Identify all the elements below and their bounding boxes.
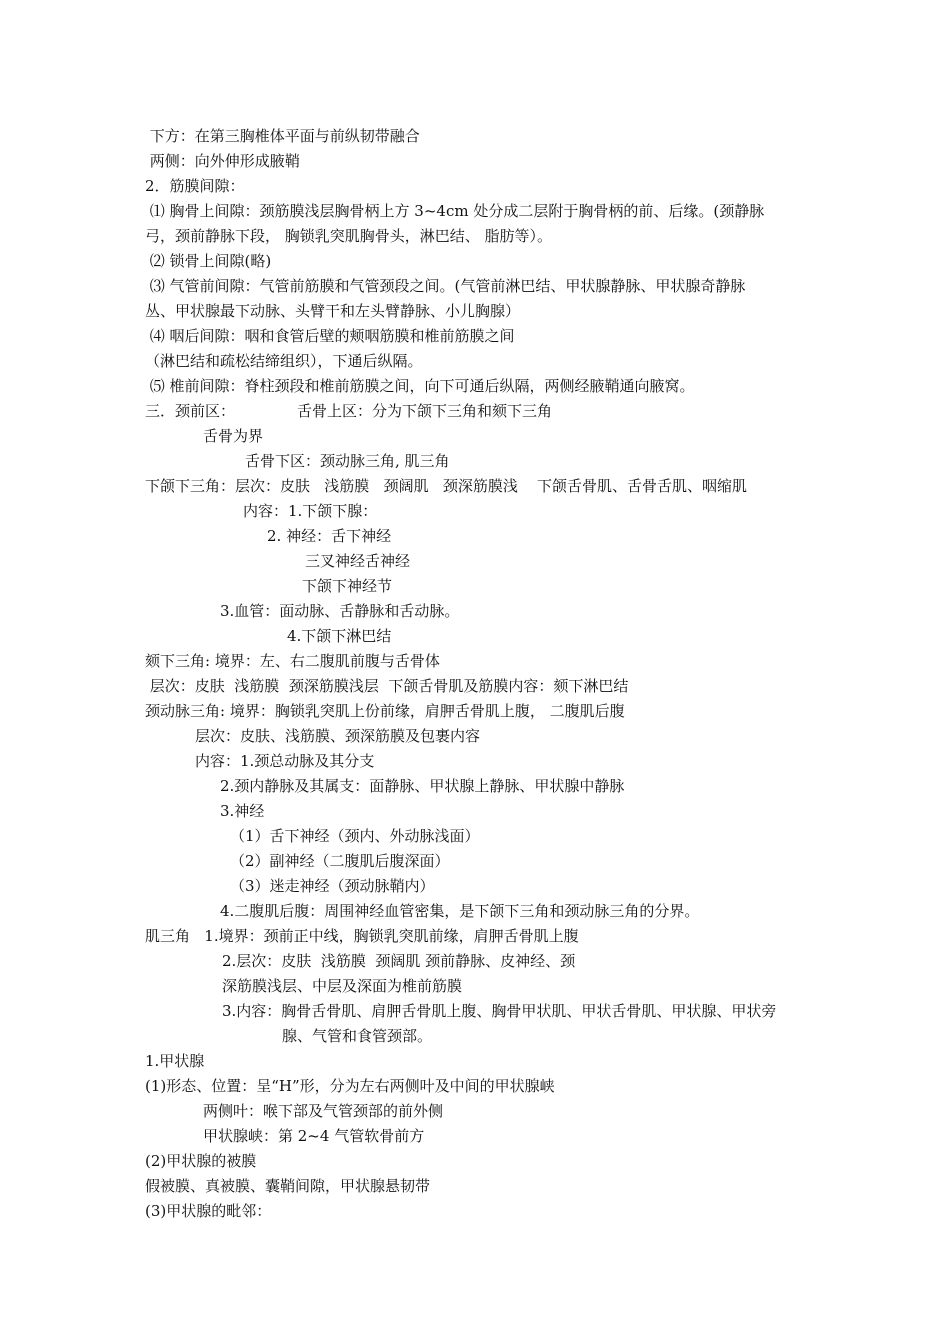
text-line: 内容：1.颈总动脉及其分支 <box>195 752 375 770</box>
text-line: 甲状腺峡：第 2~4 气管软骨前方 <box>203 1127 425 1145</box>
text-line: 层次：皮肤、浅筋膜、颈深筋膜及包裹内容 <box>195 727 481 745</box>
text-line: 舌骨上区：分为下颌下三角和颏下三角 <box>297 402 553 420</box>
text-line: ⑸ 椎前间隙：脊柱颈段和椎前筋膜之间，向下可通后纵隔，两侧经腋鞘通向腋窝。 <box>145 377 695 395</box>
text-line: 下颌下三角：层次：皮肤 浅筋膜 颈阔肌 颈深筋膜浅 下颌舌骨肌、舌骨舌肌、咽缩肌 <box>145 477 747 495</box>
text-line: 4.下颌下淋巴结 <box>287 627 392 645</box>
text-line: 3.神经 <box>220 802 265 820</box>
text-line: (1)形态、位置：呈“H”形，分为左右两侧叶及中间的甲状腺峡 <box>145 1077 555 1095</box>
text-line: 深筋膜浅层、中层及深面为椎前筋膜 <box>222 977 463 995</box>
text-line: （1）舌下神经（颈内、外动脉浅面） <box>230 827 480 845</box>
text-line: 舌骨下区：颈动脉三角, 肌三角 <box>245 452 450 470</box>
text-line: 颈动脉三角: 境界：胸锁乳突肌上份前缘，肩胛舌骨肌上腹， 二腹肌后腹 <box>145 702 625 720</box>
text-line: （2）副神经（二腹肌后腹深面） <box>230 852 450 870</box>
text-line: 下方：在第三胸椎体平面与前纵韧带融合 <box>145 127 420 145</box>
text-line: (3)甲状腺的毗邻： <box>145 1202 272 1220</box>
text-line: 两侧叶：喉下部及气管颈部的前外侧 <box>203 1102 444 1120</box>
text-line: 弓，颈前静脉下段， 胸锁乳突肌胸骨头，淋巴结、 脂肪等）。 <box>145 227 553 245</box>
text-line: （淋巴结和疏松结缔组织），下通后纵隔。 <box>145 352 423 370</box>
section-heading: 三．颈前区： <box>145 402 236 420</box>
text-line: 层次：皮肤 浅筋膜 颈深筋膜浅层 下颌舌骨肌及筋膜内容：颏下淋巴结 <box>145 677 629 695</box>
text-line: 假被膜、真被膜、囊鞘间隙，甲状腺悬韧带 <box>145 1177 431 1195</box>
text-line: 2.层次：皮肤 浅筋膜 颈阔肌 颈前静脉、皮神经、颈 <box>222 952 576 970</box>
text-line: 肌三角 1.境界：颈前正中线，胸锁乳突肌前缘，肩胛舌骨肌上腹 <box>145 927 579 945</box>
text-line: 腺、气管和食管颈部。 <box>282 1027 433 1045</box>
text-line: 三叉神经舌神经 <box>305 552 411 570</box>
section-heading: 1.甲状腺 <box>145 1052 205 1070</box>
text-line: 4.二腹肌后腹：周围神经血管密集，是下颌下三角和颈动脉三角的分界。 <box>220 902 700 920</box>
text-line: 颏下三角: 境界：左、右二腹肌前腹与舌骨体 <box>145 652 440 670</box>
text-line: 3.内容：胸骨舌骨肌、肩胛舌骨肌上腹、胸骨甲状肌、甲状舌骨肌、甲状腺、甲状旁 <box>222 1002 777 1020</box>
text-line: 3.血管：面动脉、舌静脉和舌动脉。 <box>220 602 460 620</box>
text-line: ⑷ 咽后间隙：咽和食管后壁的颊咽筋膜和椎前筋膜之间 <box>145 327 515 345</box>
text-line: ⑶ 气管前间隙：气管前筋膜和气管颈段之间。(气管前淋巴结、甲状腺静脉、甲状腺奇静脉 <box>145 277 746 295</box>
text-line: 内容：1.下颌下腺： <box>243 502 378 520</box>
text-line: ⑴ 胸骨上间隙：颈筋膜浅层胸骨柄上方 3~4cm 处分成二层附于胸骨柄的前、后缘。(颈静脉 <box>145 202 765 220</box>
text-line: （3）迷走神经（颈动脉鞘内） <box>230 877 435 895</box>
text-line: 舌骨为界 <box>203 427 264 445</box>
text-line: 2.颈内静脉及其属支：面静脉、甲状腺上静脉、甲状腺中静脉 <box>220 777 625 795</box>
text-line: 两侧：向外伸形成腋鞘 <box>145 152 300 170</box>
section-heading: 2．筋膜间隙： <box>145 177 245 195</box>
text-line: ⑵ 锁骨上间隙(略) <box>145 252 272 270</box>
text-line: 下颌下神经节 <box>302 577 393 595</box>
text-line: 2. 神经：舌下神经 <box>267 527 392 545</box>
text-line: (2)甲状腺的被膜 <box>145 1152 257 1170</box>
text-line: 丛、甲状腺最下动脉、头臂干和左头臂静脉、小儿胸腺） <box>145 302 521 320</box>
